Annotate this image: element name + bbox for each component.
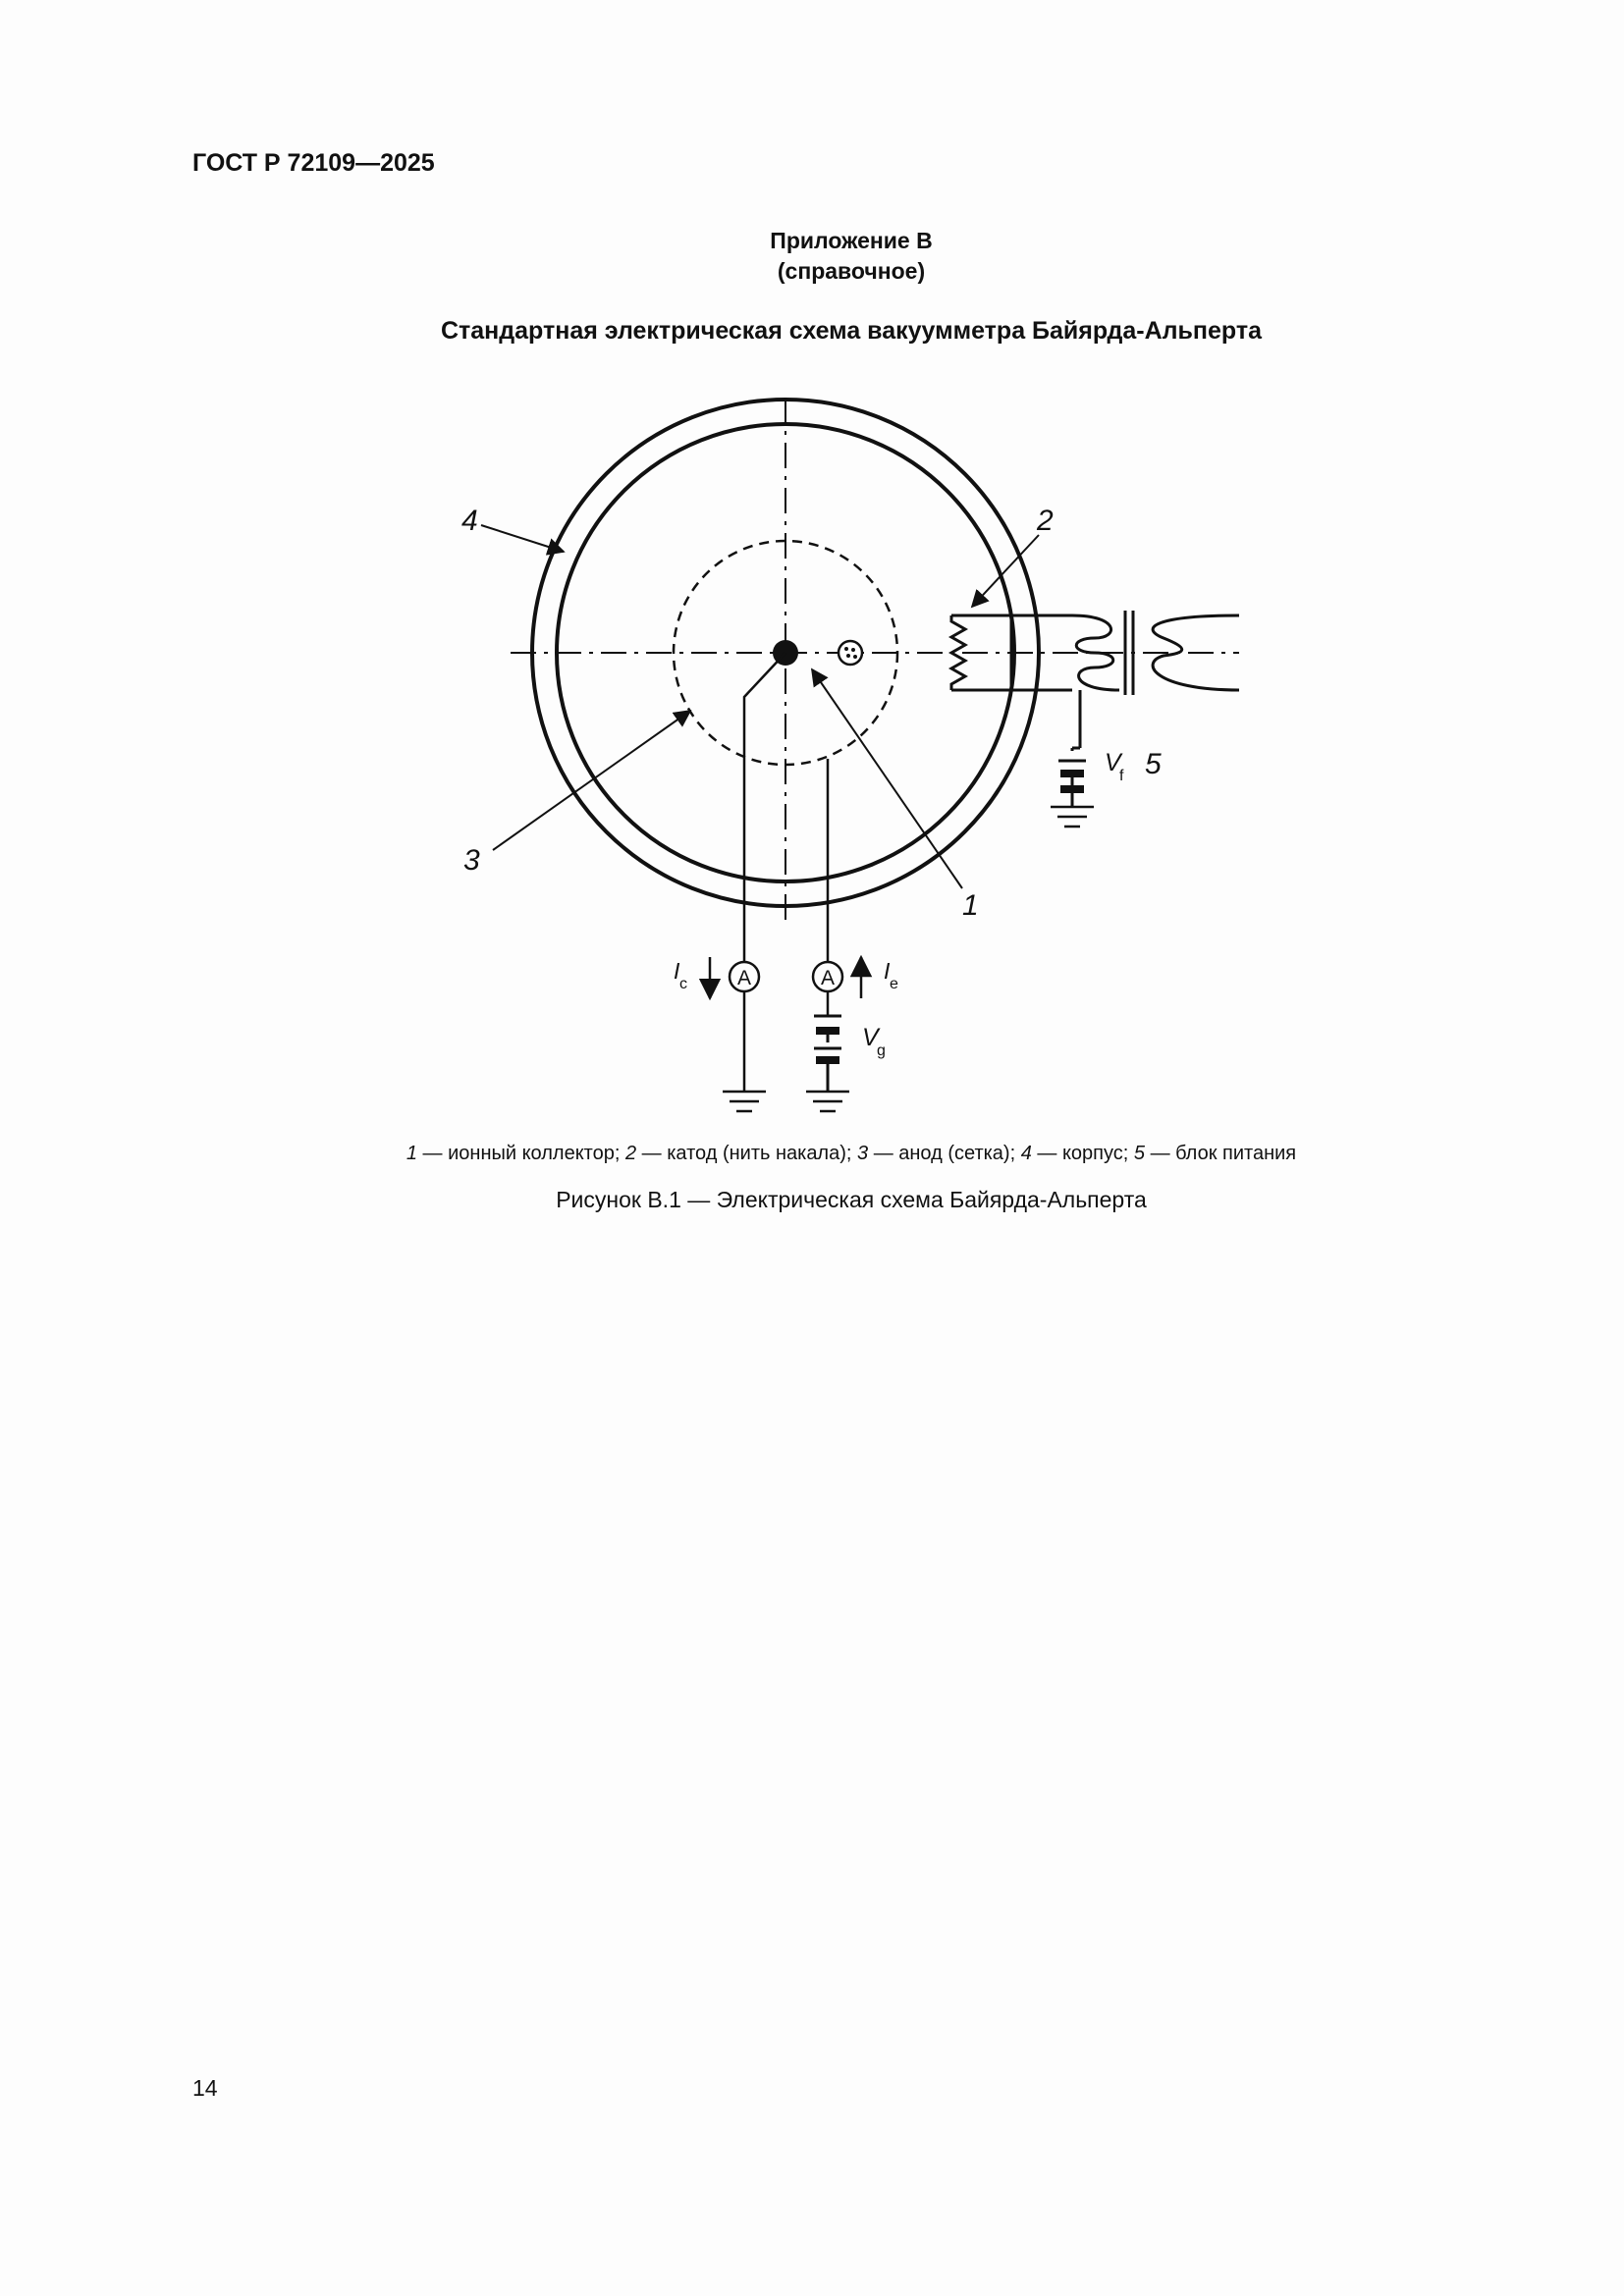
grid-supply-battery: [806, 1016, 849, 1111]
transformer: [1072, 611, 1239, 748]
cathode-section: [839, 641, 862, 665]
ic-subscript: c: [679, 976, 687, 992]
legend-text-3: — анод (сетка);: [868, 1143, 1021, 1164]
callout-3: 3: [463, 844, 480, 877]
callout-4: 4: [461, 505, 478, 537]
ie-subscript: e: [890, 976, 898, 992]
legend-num-2: 2: [624, 1143, 637, 1164]
callout-1: 1: [962, 889, 979, 922]
appendix-title: Приложение В: [770, 228, 933, 253]
legend-num-5: 5: [1133, 1143, 1146, 1164]
callout-2: 2: [1037, 505, 1054, 537]
document-code: ГОСТ Р 72109—2025: [192, 149, 435, 177]
figure-legend: [0, 1143, 1624, 1165]
figure-caption: Рисунок В.1 — Электрическая схема Байярда-Альперта: [556, 1187, 1147, 1212]
legend-num-3: 3: [857, 1143, 869, 1164]
vg-subscript: g: [877, 1042, 886, 1059]
legend-text-4: — корпус;: [1031, 1143, 1134, 1164]
legend-text-2: — катод (нить накала);: [636, 1143, 858, 1164]
page-number: 14: [192, 2075, 218, 2101]
vf-subscript: f: [1119, 768, 1124, 784]
center-lines: [511, 398, 1239, 928]
grid-ammeter-label: A: [820, 967, 836, 989]
collector-ammeter-label: A: [736, 967, 752, 989]
section-title: Стандартная электрическая схема вакуумметра Байярда-Альперта: [440, 317, 1263, 345]
vg-symbol: V: [862, 1024, 879, 1051]
legend-num-4: 4: [1020, 1143, 1032, 1164]
callout-5: 5: [1145, 748, 1162, 780]
legend-text-5: — блок питания: [1145, 1143, 1297, 1164]
legend-text-1: — ионный коллектор;: [416, 1143, 625, 1164]
legend-num-1: 1: [406, 1143, 417, 1164]
ie-symbol: I: [884, 958, 891, 984]
filament-supply-battery: [1051, 748, 1094, 827]
bayard-alpert-circuit-diagram: [0, 0, 1624, 1139]
appendix-subtitle: (справочное): [777, 258, 926, 284]
vf-symbol: V: [1105, 749, 1121, 776]
ic-symbol: I: [674, 958, 680, 984]
